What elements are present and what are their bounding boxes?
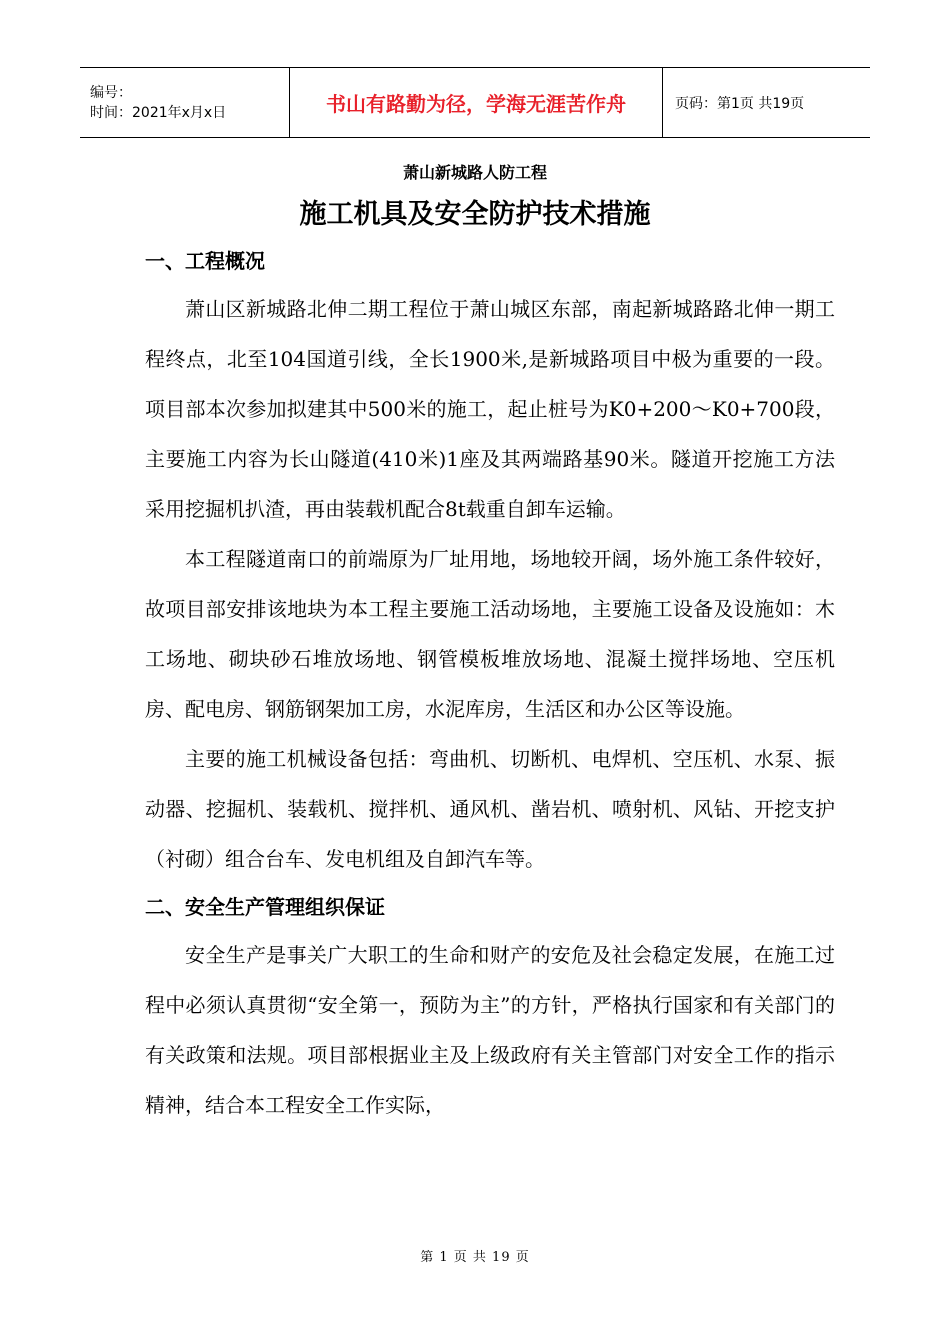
time-label: 时间：2021年x月x日 [90, 104, 227, 121]
document-subtitle: 萧山新城路人防工程 [402, 163, 547, 182]
paragraph: 主要的施工机械设备包括：弯曲机、切断机、电焊机、空压机、水泵、振动器、挖掘机、装载机、搅拌机、通风机、凿岩机、喷射机、风钻、开挖支护（衬砌）组合台车、发电机组及自卸汽车等。 [145, 747, 835, 871]
header-meta [80, 68, 289, 137]
page-header [80, 67, 870, 138]
number-label: 编号： [90, 84, 132, 101]
paragraph: 本工程隧道南口的前端原为厂址用地，场地较开阔，场外施工条件较好，故项目部安排该地块为本工程主要施工活动场地，主要施工设备及设施如：木工场地、砌块砂石堆放场地、钢管模板堆放场地、混凝土搅拌场地、空压机房、配电房、钢筋钢架加工房，水泥库房，生活区和办公区等设施。 [145, 547, 835, 721]
section-heading: 一、工程概况 [145, 249, 265, 273]
page-footer: 第 1 页 共 19 页 [420, 1250, 530, 1265]
document-body [145, 238, 835, 1130]
paragraph: 萧山区新城路北伸二期工程位于萧山城区东部，南起新城路路北伸一期工程终点，北至104国道引线，全长1900米,是新城路项目中极为重要的一段。项目部本次参加拟建其中500米的施工，起止桩号为K0+200～K0+700段，主要施工内容为长山隧道(410米)1座及其两端路基90米。隧道开挖施工方法采用挖掘机扒渣，再由装载机配合8t载重自卸车运输。 [145, 297, 835, 521]
section-heading: 二、安全生产管理组织保证 [145, 895, 385, 919]
header-page-info: 页码：第1页 共19页 [675, 95, 805, 112]
header-motto: 书山有路勤为径，学海无涯苦作舟 [289, 68, 663, 137]
document-title: 施工机具及安全防护技术措施 [299, 199, 651, 230]
paragraph: 安全生产是事关广大职工的生命和财产的安危及社会稳定发展，在施工过程中必须认真贯彻“安全第一，预防为主”的方针，严格执行国家和有关部门的有关政策和法规。项目部根据业主及上级政府有关主管部门对安全工作的指示精神，结合本工程安全工作实际， [145, 943, 835, 1117]
